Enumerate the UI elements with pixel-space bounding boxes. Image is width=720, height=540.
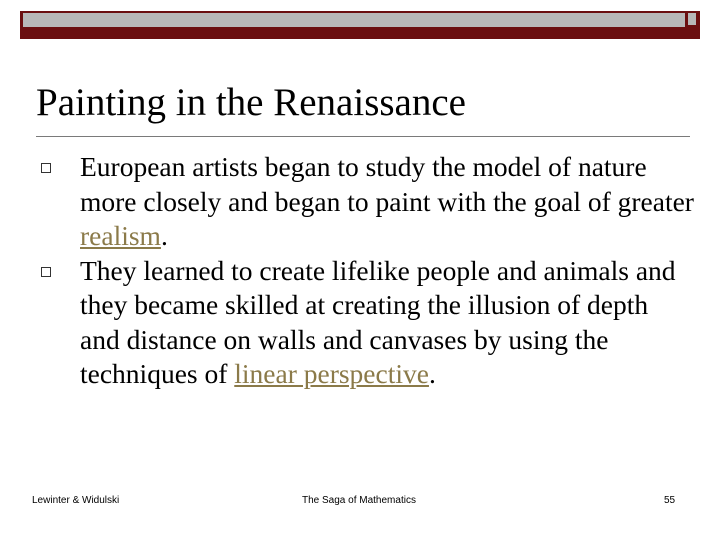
bullet-item bbox=[34, 254, 694, 392]
bullet-text-after: . bbox=[160, 220, 168, 251]
square-bullet-icon bbox=[41, 163, 51, 173]
bullet-text bbox=[80, 254, 694, 392]
square-bullet-icon bbox=[41, 267, 51, 277]
bullet-text bbox=[80, 150, 694, 254]
slide-title: Painting in the Renaissance bbox=[36, 81, 466, 124]
realism-link[interactable]: realism bbox=[80, 220, 161, 251]
top-decorative-square-inner bbox=[688, 13, 696, 25]
bullet-text-after: . bbox=[428, 358, 436, 389]
footer-authors: Lewinter & Widulski bbox=[32, 495, 120, 506]
top-decorative-bar-inner bbox=[23, 13, 686, 27]
bullet-text-before: European artists began to study the model of nature more closely and began to paint with the goal of greater bbox=[80, 151, 694, 217]
page-number: 55 bbox=[664, 495, 676, 506]
linear-perspective-link[interactable]: linear perspective bbox=[234, 358, 429, 389]
footer-book-title: The Saga of Mathematics bbox=[302, 495, 416, 506]
title-divider bbox=[36, 136, 690, 137]
bullet-text-before: They learned to create lifelike people and animals and they became skilled at creating the illusion of depth and distance on walls and canvases by using the techniques of bbox=[80, 254, 676, 389]
bullet-list bbox=[34, 150, 694, 392]
bullet-item bbox=[34, 150, 694, 254]
